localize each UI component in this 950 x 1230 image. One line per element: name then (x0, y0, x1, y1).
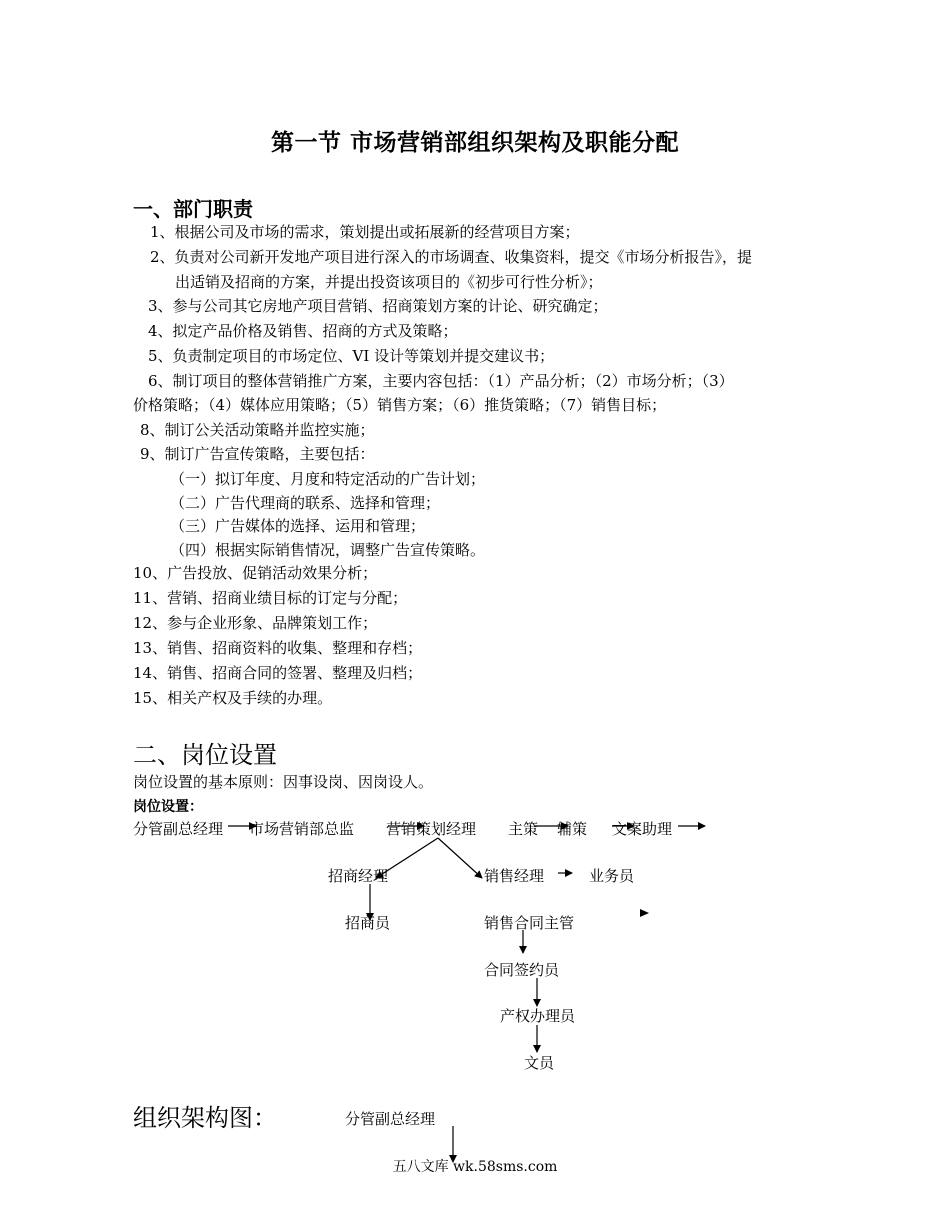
stray-arrowhead (640, 909, 649, 917)
org-node-vice-gm: 分管副总经理 (345, 1110, 436, 1128)
node-sales-manager: 销售经理 (484, 867, 545, 885)
duty-item: 11、营销、招商业绩目标的订定与分配； (133, 589, 408, 607)
node-contract-lead: 销售合同主管 (484, 914, 575, 932)
arrow-to-leasing-manager (376, 838, 438, 878)
duty-subitem: （一）拟订年度、月度和特定活动的广告计划； (170, 470, 486, 488)
node-salesperson: 业务员 (589, 867, 635, 885)
footer-watermark: 五八文库 wk.58sms.com (392, 1159, 558, 1175)
node-leasing-manager: 招商经理 (328, 867, 389, 885)
node-marketing-director: 市场营销部总监 (249, 820, 355, 838)
node-copy-assistant: 文案助理 (612, 820, 673, 838)
duty-item: 1、根据公司及市场的需求，策划提出或拓展新的经营项目方案； (150, 223, 580, 241)
duty-item: 14、销售、招商合同的签署、整理及归档； (133, 664, 423, 682)
duty-subitem: （二）广告代理商的联系、选择和管理； (170, 494, 441, 512)
node-assistant-planner: 辅策 (557, 820, 588, 838)
node-vice-gm: 分管副总经理 (133, 820, 224, 838)
duty-subitem: （三）广告媒体的选择、运用和管理； (170, 517, 426, 535)
position-label: 岗位设置： (133, 799, 203, 815)
page-title: 第一节 市场营销部组织架构及职能分配 (270, 129, 679, 156)
node-clerk: 文员 (524, 1054, 555, 1072)
duty-item: 9、制订广告宣传策略，主要包括： (140, 445, 375, 463)
duty-item: 2、负责对公司新开发地产项目进行深入的市场调查、收集资料，提交《市场分析报告》，提 (150, 248, 753, 266)
duty-item: 12、参与企业形象、品牌策划工作； (133, 614, 378, 632)
duty-item: 5、负责制定项目的市场定位、VI 设计等策划并提交建议书； (148, 347, 555, 365)
node-planning-manager: 营销策划经理 (386, 820, 477, 838)
duty-item: 13、销售、招商资料的收集、整理和存档； (133, 639, 423, 657)
section-heading-positions: 二、岗位设置 (133, 741, 277, 769)
org-chart-heading: 组织架构图： (133, 1104, 277, 1132)
duty-item: 15、相关产权及手续的办理。 (133, 689, 333, 707)
duty-item: 出适销及招商的方案，并提出投资该项目的《初步可行性分析》； (175, 273, 603, 291)
section-heading-duties: 一、部门职责 (133, 197, 253, 221)
node-lead-planner: 主策 (508, 820, 539, 838)
duty-item: 4、拟定产品价格及销售、招商的方式及策略； (148, 322, 458, 340)
position-principle: 岗位设置的基本原则：因事设岗、因岗设人。 (133, 773, 434, 791)
duty-item: 8、制订公关活动策略并监控实施； (140, 421, 375, 439)
node-leasing-staff: 招商员 (345, 914, 391, 932)
duty-item: 6、制订项目的整体营销推广方案，主要内容包括：（1）产品分析；（2）市场分析；（3） (148, 372, 734, 390)
node-property-clerk: 产权办理员 (500, 1007, 576, 1025)
duty-item: 10、广告投放、促销活动效果分析； (133, 564, 378, 582)
duty-item: 3、参与公司其它房地产项目营销、招商策划方案的计论、研究确定； (148, 297, 608, 315)
duty-subitem: （四）根据实际销售情况，调整广告宣传策略。 (170, 541, 486, 559)
duty-item: 价格策略；（4）媒体应用策略；（5）销售方案；（6）推货策略；（7）销售目标； (133, 396, 667, 414)
arrow-to-sales-manager (438, 838, 482, 878)
node-contract-signer: 合同签约员 (484, 961, 560, 979)
